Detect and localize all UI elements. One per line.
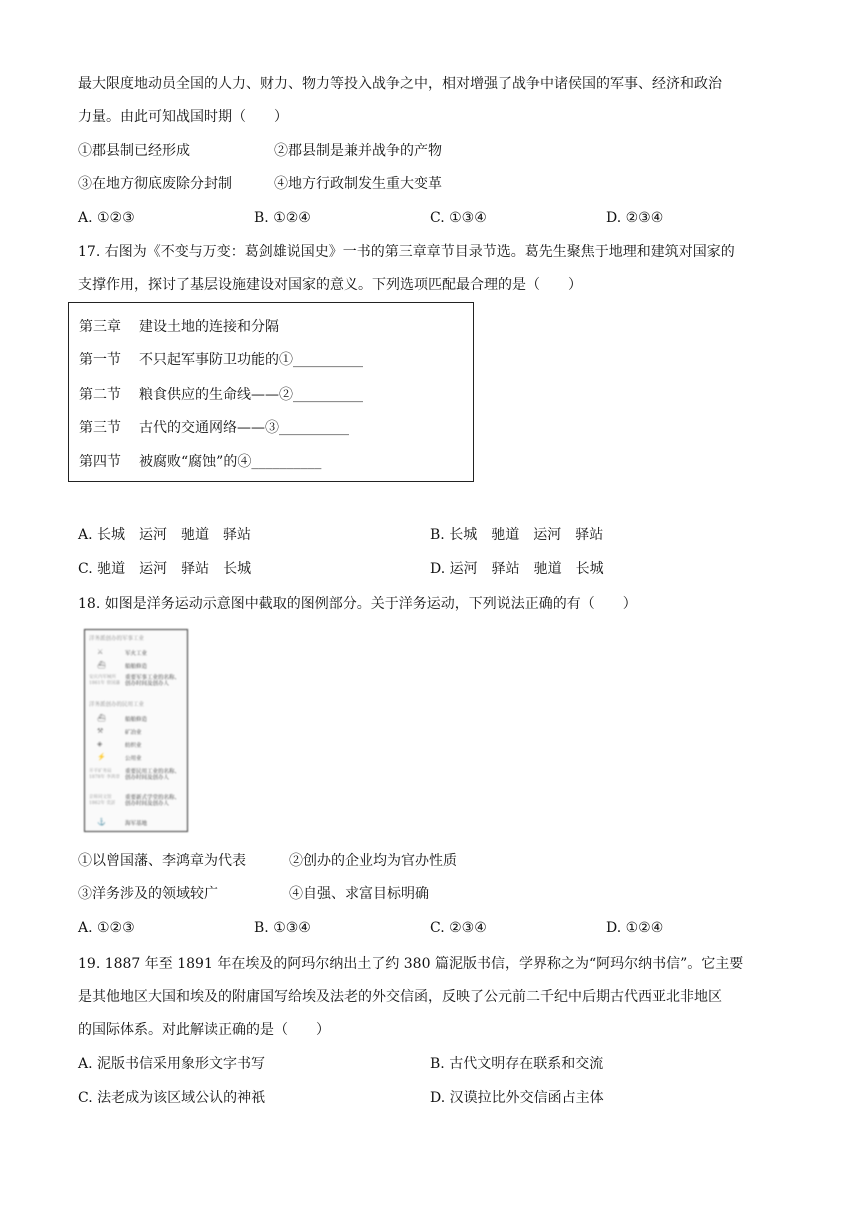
q19-option-c[interactable]: C. 法老成为该区域公认的神祇 <box>78 1090 266 1106</box>
toc-row <box>79 350 363 370</box>
q16-option-c[interactable]: C. ①③④ <box>430 210 487 226</box>
pickaxe-icon: ⚒ <box>97 727 104 735</box>
toc-section: 第二节 <box>79 387 121 403</box>
toc-section: 第三章 <box>79 319 121 335</box>
q17-option-d[interactable]: D. 运河 驿站 驰道 长城 <box>430 561 604 577</box>
toc-row <box>79 385 363 405</box>
toc-title: 粮食供应的生命线——②__________ <box>139 387 363 403</box>
toc-title: 建设土地的连接和分隔 <box>139 319 279 335</box>
q18-statement-2: ②创办的企业均为官办性质 <box>289 853 457 869</box>
legend-row <box>89 648 185 658</box>
legend-label: 重要军事工业的名称、创办时间及创办人 <box>125 675 181 687</box>
q16-option-d[interactable]: D. ②③④ <box>606 210 664 226</box>
q16-statement-3: ③在地方彻底废除分封制 <box>78 176 232 192</box>
toc-title: 被腐败“腐蚀”的④__________ <box>139 454 322 470</box>
q16-statement-1: ①郡县制已经形成 <box>78 143 190 159</box>
q17-toc-box <box>68 302 474 482</box>
legend-row <box>89 674 185 692</box>
toc-section: 第一节 <box>79 352 121 368</box>
q18-option-a[interactable]: A. ①②③ <box>78 920 135 936</box>
cannon-icon: ⚔ <box>97 648 104 656</box>
legend-label: 矿冶业 <box>125 730 142 736</box>
legend-label: 纺织业 <box>125 743 142 749</box>
legend-row <box>89 727 185 737</box>
toc-section: 第四节 <box>79 454 121 470</box>
q19-stem-line2: 是其他地区大国和埃及的附庸国写给埃及法老的外交信函，反映了公元前二千纪中后期古代西亚北非地区 <box>78 989 722 1005</box>
toc-section: 第三节 <box>79 420 121 436</box>
q18-statement-1: ①以曾国藩、李鸿章为代表 <box>78 853 246 869</box>
q19-option-b[interactable]: B. 古代文明存在联系和交流 <box>430 1056 604 1072</box>
q19-stem-line3: 的国际体系。对此解读正确的是（ ） <box>78 1022 330 1038</box>
legend-label: 船舶修造 <box>125 717 148 723</box>
q16-statement-2: ②郡县制是兼并战争的产物 <box>274 143 442 159</box>
ship-icon: ⛴ <box>97 661 106 669</box>
legend-row <box>89 794 185 812</box>
toc-row <box>79 317 279 337</box>
q17-stem-line1: 17. 右图为《不变与万变：葛剑雄说国史》一书的第三章章节目录节选。葛先生聚焦于地理和建筑对国家的 <box>78 244 735 260</box>
q16-statement-4: ④地方行政制发生重大变革 <box>274 176 442 192</box>
q17-option-a[interactable]: A. 长城 运河 驰道 驿站 <box>78 527 252 543</box>
legend-row <box>89 740 185 750</box>
legend-row <box>89 768 185 786</box>
legend-label: 船舶修造 <box>125 664 148 670</box>
q18-statement-3: ③洋务涉及的领域较广 <box>78 886 218 902</box>
q17-option-c[interactable]: C. 驰道 运河 驿站 长城 <box>78 561 252 577</box>
q16-stem-line1: 最大限度地动员全国的人力、财力、物力等投入战争之中，相对增强了战争中诸侯国的军事、经济和政治 <box>78 76 722 92</box>
legend-sample-date: 1878年 李鸿章 <box>89 775 120 780</box>
toc-title: 古代的交通网络——③__________ <box>139 420 349 436</box>
legend-sample-date: 1862年 奕訢 <box>89 801 116 806</box>
q16-option-b[interactable]: B. ①②④ <box>254 210 311 226</box>
q18-option-d[interactable]: D. ①②④ <box>606 920 664 936</box>
legend-row <box>89 714 185 724</box>
toc-title: 不只起军事防卫功能的①__________ <box>139 352 363 368</box>
ship-icon: ⛴ <box>97 714 106 722</box>
q17-option-b[interactable]: B. 长城 驰道 运河 驿站 <box>430 527 604 543</box>
q19-option-d[interactable]: D. 汉谟拉比外交信函占主体 <box>430 1090 604 1106</box>
q18-statement-4: ④自强、求富目标明确 <box>289 886 429 902</box>
legend-row <box>89 818 185 828</box>
q17-stem-line2: 支撑作用，探讨了基层设施建设对国家的意义。下列选项匹配最合理的是（ ） <box>78 277 582 293</box>
legend-label: 军火工业 <box>125 651 148 657</box>
q16-option-a[interactable]: A. ①②③ <box>78 210 135 226</box>
q18-legend-image <box>84 629 188 832</box>
legend-row <box>89 753 185 763</box>
legend-sample-date: 1861年 曾国藩 <box>89 681 120 686</box>
q18-option-c[interactable]: C. ②③④ <box>430 920 487 936</box>
q18-stem-line1: 18. 如图是洋务运动示意图中截取的图例部分。关于洋务运动，下列说法正确的有（ ） <box>78 596 637 612</box>
legend-sample-name: 开平矿务局 <box>89 769 112 774</box>
q19-option-a[interactable]: A. 泥版书信采用象形文字书写 <box>78 1056 266 1072</box>
anchor-icon: ⚓ <box>97 818 106 826</box>
toc-row <box>79 452 321 472</box>
legend-row <box>89 661 185 671</box>
legend-heading-military: 洋务派创办的军事工业 <box>89 636 145 642</box>
legend-label: 重要新式学堂的名称、创办时间及创办人 <box>125 795 181 807</box>
toc-row <box>79 418 349 438</box>
q18-option-b[interactable]: B. ①③④ <box>254 920 311 936</box>
spindle-icon: ◈ <box>97 740 103 748</box>
legend-label: 公用业 <box>125 756 142 762</box>
q19-stem-line1: 19. 1887 年至 1891 年在埃及的阿玛尔纳出土了约 380 篇泥版书信，学界称之为“阿玛尔纳书信”。它主要 <box>78 956 744 972</box>
legend-label: 海军基地 <box>125 821 148 827</box>
utility-icon: ⚡ <box>97 753 106 761</box>
legend-sample-name: 安庆内军械所 <box>89 675 116 680</box>
legend-label: 重要民用工业的名称、创办时间及创办人 <box>125 769 181 781</box>
legend-heading-civil: 洋务派创办的民用工业 <box>89 702 145 708</box>
q16-stem-line2: 力量。由此可知战国时期（ ） <box>78 109 288 125</box>
legend-sample-name: 京师同文馆 <box>89 795 112 800</box>
